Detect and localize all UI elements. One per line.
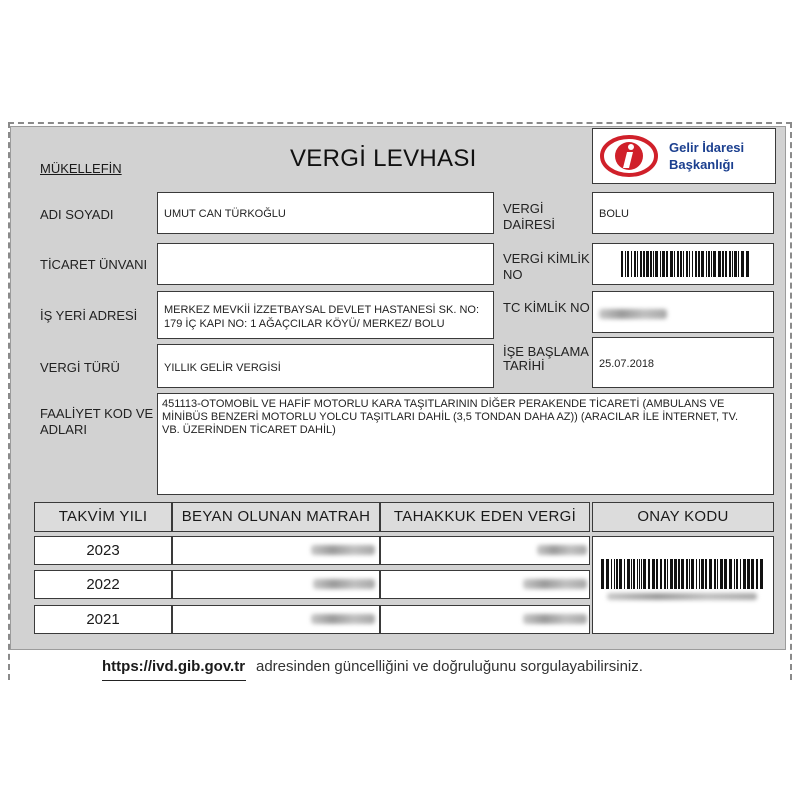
barcode-bar xyxy=(722,251,724,277)
barcode-bar xyxy=(689,251,690,277)
header-beyan-matrah: BEYAN OLUNAN MATRAH xyxy=(172,502,380,532)
barcode-bar xyxy=(648,559,650,589)
table-row-matrah xyxy=(172,536,380,565)
barcode-bar xyxy=(606,559,609,589)
barcode-bar xyxy=(674,251,675,277)
footer-text: adresinden güncelliğini ve doğruluğunu sorgulayabilirsiniz. xyxy=(256,658,643,675)
barcode-bar xyxy=(653,251,654,277)
barcode-bar xyxy=(614,559,615,589)
barcode-bar xyxy=(619,559,622,589)
gib-logo xyxy=(592,128,776,184)
barcode-bar xyxy=(741,251,744,277)
barcode-bar xyxy=(736,559,738,589)
barcode-bar xyxy=(701,559,704,589)
barcode-bar xyxy=(689,559,690,589)
barcode-bar xyxy=(667,559,668,589)
barcode-bar xyxy=(746,251,749,277)
tc-kimlik-redacted xyxy=(599,309,667,319)
barcode-bar xyxy=(706,251,707,277)
barcode-bar xyxy=(652,559,655,589)
is-yeri-adresi-label: İŞ YERİ ADRESİ xyxy=(40,308,138,323)
table-row-vergi xyxy=(380,605,590,634)
table-row-matrah xyxy=(172,605,380,634)
vergi-dairesi-label-line1: VERGİ xyxy=(503,201,544,216)
barcode-bar xyxy=(691,559,694,589)
barcode-bar xyxy=(725,251,727,277)
vergi-redacted xyxy=(537,545,587,555)
header-onay-kodu: ONAY KODU xyxy=(592,502,774,532)
barcode-bar xyxy=(627,251,629,277)
vergi-kimlik-label-line1: VERGİ KİMLİK xyxy=(503,251,590,266)
barcode-bar xyxy=(751,559,754,589)
barcode-bar xyxy=(681,559,684,589)
faaliyet-label-line2: ADLARI xyxy=(40,422,87,437)
ise-baslama-label-line1: İŞE BAŞLAMA xyxy=(503,344,589,359)
tc-kimlik-label: TC KİMLİK NO xyxy=(503,300,590,315)
barcode-bar xyxy=(640,251,642,277)
vergi-kimlik-label-line2: NO xyxy=(503,267,523,282)
barcode-bar xyxy=(720,559,723,589)
barcode-bar xyxy=(637,251,638,277)
barcode-bar xyxy=(738,251,739,277)
barcode-bar xyxy=(639,559,640,589)
barcode-bar xyxy=(660,559,662,589)
matrah-redacted xyxy=(313,579,375,589)
barcode-bar xyxy=(621,251,623,277)
gib-logo-icon xyxy=(599,134,659,178)
barcode-bar xyxy=(714,559,716,589)
barcode-bar xyxy=(650,251,652,277)
barcode-bar xyxy=(695,251,697,277)
barcode-bar xyxy=(747,559,750,589)
section-label: MÜKELLEFİN xyxy=(40,161,122,176)
table-row-year: 2022 xyxy=(34,570,172,599)
barcode-bar xyxy=(616,559,618,589)
barcode-bar xyxy=(633,559,635,589)
table-row-year: 2021 xyxy=(34,605,172,634)
barcode-bar xyxy=(646,251,649,277)
barcode-bar xyxy=(670,251,673,277)
onay-kodu-barcode xyxy=(601,559,765,589)
barcode-bar xyxy=(701,251,704,277)
faaliyet-value-line1: 451113-OTOMOBİL VE HAFİF MOTORLU KARA TAŞITLARININ DİĞER PERAKENDE TİCARETİ (AMBULANS VE xyxy=(162,398,725,410)
barcode-bar xyxy=(677,251,679,277)
barcode-bar xyxy=(631,559,632,589)
barcode-bar xyxy=(625,251,626,277)
barcode-bar xyxy=(664,559,666,589)
faaliyet-value-line2: MİNİBÜS BENZERİ MOTORLU YOLCU TAŞITLARI DAHİL (3,5 TONDAN DAHA AZ)) (ARACILAR İLE İNTERNET, TV. xyxy=(162,411,739,423)
barcode-bar xyxy=(686,251,688,277)
table-row-year: 2023 xyxy=(34,536,172,565)
vergi-kimlik-barcode xyxy=(621,251,749,277)
is-yeri-adresi-value-line2: 179 İÇ KAPI NO: 1 AĞAÇCILAR KÖYÜ/ MERKEZ/ BOLU xyxy=(164,318,445,330)
barcode-bar xyxy=(713,251,716,277)
barcode-bar xyxy=(601,559,604,589)
cut-line-right xyxy=(790,122,792,680)
ise-baslama-value: 25.07.2018 xyxy=(599,358,655,370)
barcode-bar xyxy=(641,559,642,589)
barcode-bar xyxy=(734,559,735,589)
barcode-bar xyxy=(698,251,700,277)
table-row-vergi xyxy=(380,536,590,565)
barcode-bar xyxy=(718,251,721,277)
cut-line-top xyxy=(8,122,792,124)
barcode-bar xyxy=(717,559,718,589)
barcode-bar xyxy=(705,559,707,589)
tc-kimlik-box xyxy=(592,291,774,333)
barcode-bar xyxy=(709,559,712,589)
barcode-bar xyxy=(724,559,727,589)
barcode-bar xyxy=(686,559,688,589)
barcode-bar xyxy=(627,559,630,589)
faaliyet-label-line1: FAALİYET KOD VE xyxy=(40,406,154,421)
barcode-bar xyxy=(678,559,680,589)
barcode-bar xyxy=(611,559,612,589)
vergi-turu-box xyxy=(157,344,494,388)
matrah-redacted xyxy=(311,545,375,555)
page-title: VERGİ LEVHASI xyxy=(290,145,477,172)
barcode-bar xyxy=(711,251,712,277)
barcode-bar xyxy=(760,559,763,589)
footer-url-link[interactable]: https://ivd.gib.gov.tr xyxy=(102,658,246,675)
matrah-redacted xyxy=(311,614,375,624)
ticaret-unvani-label: TİCARET ÜNVANI xyxy=(40,257,148,272)
barcode-bar xyxy=(756,559,758,589)
barcode-bar xyxy=(662,251,665,277)
barcode-bar xyxy=(674,559,677,589)
header-takvim-yili: TAKVİM YILI xyxy=(34,502,172,532)
faaliyet-value-line3: VB. ÜZERİNDEN TİCARET DAHİL) xyxy=(162,424,336,436)
logo-text-line1: Gelir İdaresi xyxy=(669,140,745,155)
is-yeri-adresi-value-line1: MERKEZ MEVKİİ İZZETBAYSAL DEVLET HASTANESİ SK. NO: xyxy=(164,304,479,316)
vergi-turu-value: YILLIK GELİR VERGİSİ xyxy=(164,362,281,374)
barcode-bar xyxy=(643,251,645,277)
vergi-kimlik-box xyxy=(592,243,774,285)
barcode-bar xyxy=(740,559,741,589)
barcode-bar xyxy=(637,559,638,589)
table-row-vergi xyxy=(380,570,590,599)
barcode-bar xyxy=(683,251,684,277)
barcode-bar xyxy=(708,251,710,277)
adi-soyadi-box xyxy=(157,192,494,234)
barcode-bar xyxy=(743,559,746,589)
barcode-bar xyxy=(660,251,661,277)
is-yeri-adresi-box xyxy=(157,291,494,339)
header-tahakkuk-vergi: TAHAKKUK EDEN VERGİ xyxy=(380,502,590,532)
barcode-bar xyxy=(729,251,731,277)
barcode-bar xyxy=(692,251,693,277)
adi-soyadi-label: ADI SOYADI xyxy=(40,207,114,222)
barcode-bar xyxy=(729,559,732,589)
onay-kodu-box xyxy=(592,536,774,634)
vergi-turu-label: VERGİ TÜRÜ xyxy=(40,360,120,375)
vergi-redacted xyxy=(523,579,587,589)
barcode-bar xyxy=(680,251,682,277)
barcode-bar xyxy=(732,251,733,277)
barcode-bar xyxy=(699,559,700,589)
logo-text-line2: Başkanlığı xyxy=(669,157,735,172)
table-row-matrah xyxy=(172,570,380,599)
faaliyet-box xyxy=(157,393,774,495)
barcode-bar xyxy=(631,251,632,277)
vergi-dairesi-box xyxy=(592,192,774,234)
barcode-bar xyxy=(696,559,697,589)
barcode-bar xyxy=(634,251,636,277)
barcode-bar xyxy=(734,251,737,277)
barcode-bar xyxy=(655,251,658,277)
barcode-bar xyxy=(643,559,646,589)
barcode-bar xyxy=(624,559,625,589)
ise-baslama-box xyxy=(592,337,774,388)
barcode-bar xyxy=(666,251,668,277)
onay-kodu-redacted xyxy=(607,593,757,600)
barcode-bar xyxy=(670,559,673,589)
barcode-bar xyxy=(656,559,658,589)
ticaret-unvani-box xyxy=(157,243,494,285)
footer-url-underline xyxy=(102,680,246,681)
vergi-dairesi-value: BOLU xyxy=(599,208,629,220)
adi-soyadi-value: UMUT CAN TÜRKOĞLU xyxy=(164,208,286,220)
vergi-redacted xyxy=(523,614,587,624)
vergi-dairesi-label-line2: DAİRESİ xyxy=(503,217,556,232)
ise-baslama-label-line2: TARİHİ xyxy=(503,358,545,373)
